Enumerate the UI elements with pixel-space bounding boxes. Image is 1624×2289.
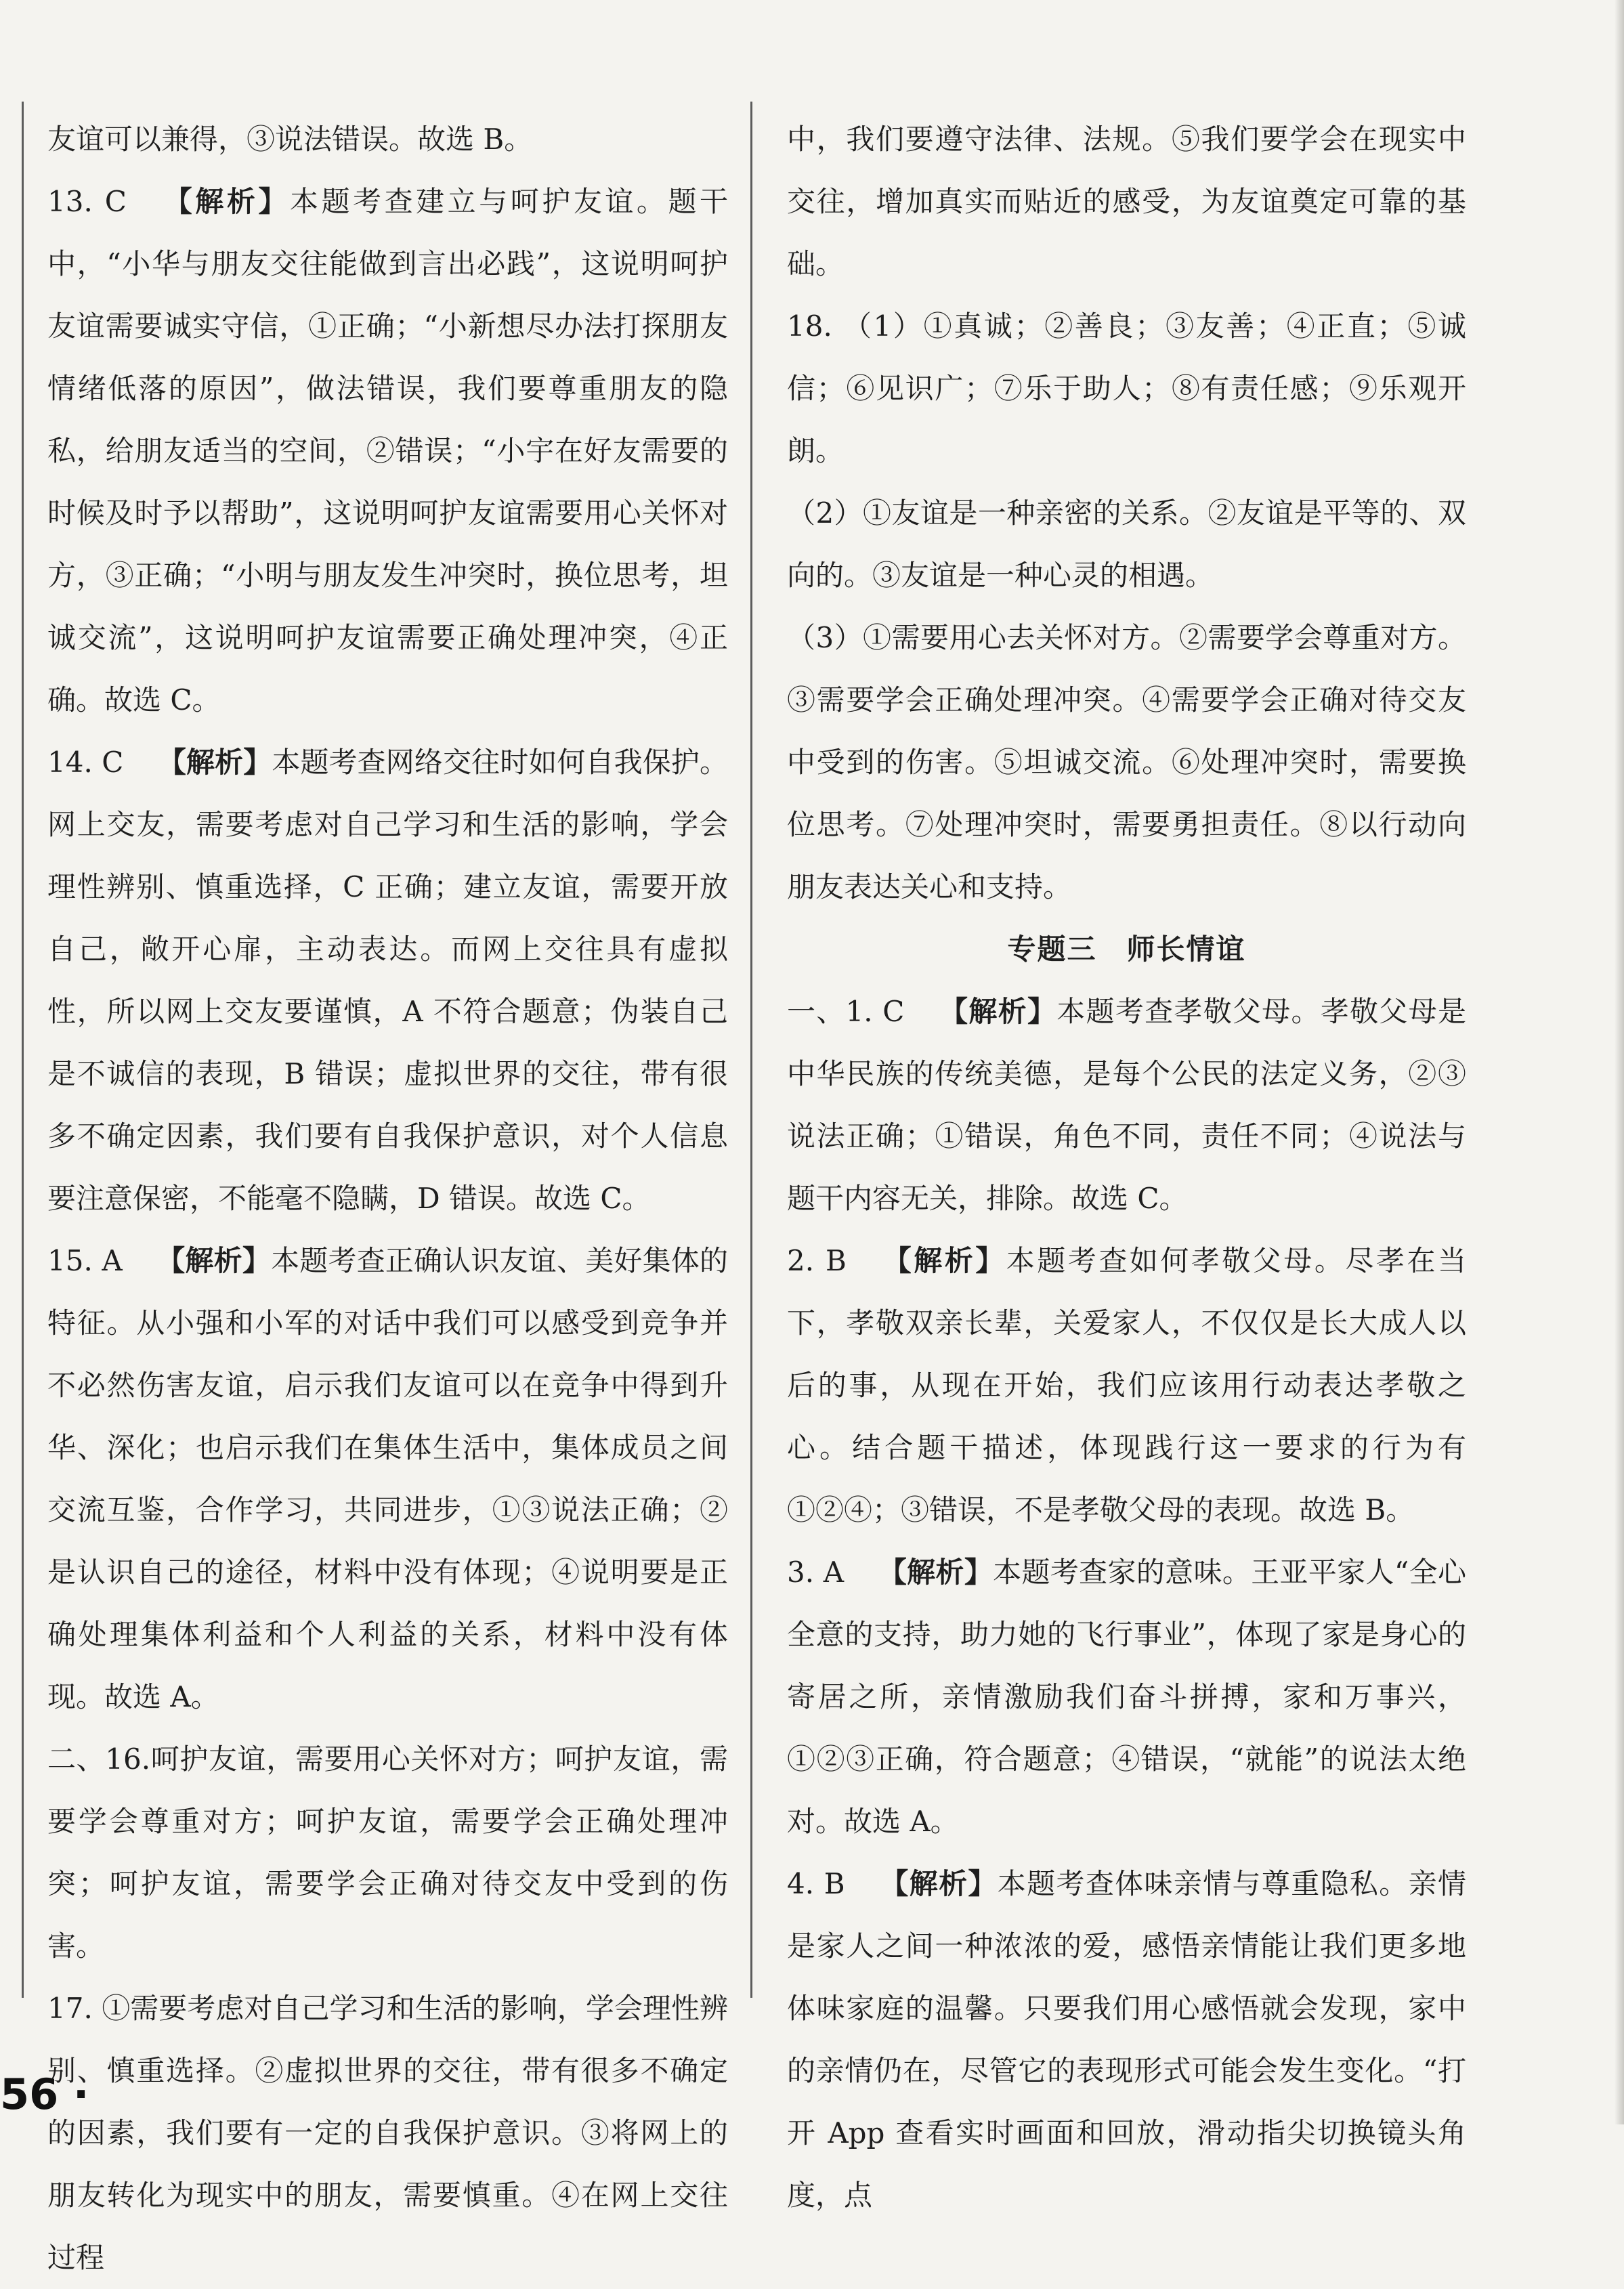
analysis-tag: 【解析】 (880, 1244, 1006, 1277)
answer-number: 2. (787, 1244, 815, 1277)
answer-text: 本题考查网络交往时如何自我保护。网上交友，需要考虑对自己学习和生活的影响，学会理性辨别、慎重选择，C 正确；建立友谊，需要开放自己，敞开心扉，主动表达。而网上交往具有虚拟性，所以网上交友要谨慎，A 不符合题意；伪装自己是不诚信的表现，B 错误；虚拟世界的交往，带有很多不确定因素，我们要有自我保护意识，对个人信息要注意保密，不能毫不隐瞒，D 错误。故选 C。 (47, 746, 728, 1215)
answer-text: 本题考查建立与呵护友谊。题干中，“小华与朋友交往能做到言出必践”，这说明呵护友谊需要诚实守信，①正确；“小新想尽办法打探朋友情绪低落的原因”，做法错误，我们要尊重朋友的隐私，给朋友适当的空间，②错误；“小宇在好友需要的时候及时予以帮助”，这说明呵护友谊需要用心关怀对方，③正确；“小明与朋友发生冲突时，换位思考，坦诚交流”，这说明呵护友谊需要正确处理冲突，④正确。故选 C。 (47, 185, 728, 716)
answer-text: 本题考查如何孝敬父母。尽孝在当下，孝敬双亲长辈，关爱家人，不仅仅是长大成人以后的事，从现在开始，我们应该用行动表达孝敬之心。结合题干描述，体现践行这一要求的行为有①②④；③错误，不是孝敬父母的表现。故选 B。 (787, 1244, 1466, 1526)
answer-number: 4. (787, 1867, 815, 1900)
answer-choice: C (882, 995, 905, 1028)
left-column (47, 108, 728, 2289)
answer-choice: B (825, 1244, 847, 1277)
answer-text: 呵护友谊，需要用心关怀对方；呵护友谊，需要学会尊重对方；呵护友谊，需要学会正确处理冲突；呵护友谊，需要学会正确对待交友中受到的伤害。 (47, 1742, 728, 1963)
answer-block (47, 1977, 728, 2289)
answer-block (47, 1728, 728, 1977)
answer-number: 17. (47, 1992, 93, 2025)
answer-number: 18. (787, 309, 832, 343)
answer-text: （3）①需要用心去关怀对方。②需要学会尊重对方。③需要学会正确处理冲突。④需要学会正确对待交友中受到的伤害。⑤坦诚交流。⑥处理冲突时，需要换位思考。⑦处理冲突时，需要勇担责任。⑧以行动向朋友表达关心和支持。 (787, 621, 1466, 903)
answer-choice: A (102, 1244, 123, 1277)
answer-text: 本题考查孝敬父母。孝敬父母是中华民族的传统美德，是每个公民的法定义务，②③说法正确；①错误，角色不同，责任不同；④说法与题干内容无关，排除。故选 C。 (787, 995, 1466, 1215)
answer-block (47, 171, 728, 731)
answer-text: 本题考查体味亲情与尊重隐私。亲情是家人之间一种浓浓的爱，感悟亲情能让我们更多地体味家庭的温馨。只要我们用心感悟就会发现，家中的亲情仍在，尽管它的表现形式可能会发生变化。“打开 App 查看实时画面和回放，滑动指尖切换镜头角度，点 (787, 1867, 1466, 2212)
answer-choice: C (102, 746, 124, 779)
answer-text: （1）①真诚；②善良；③友善；④正直；⑤诚信；⑥见识广；⑦乐于助人；⑧有责任感；⑨乐观开朗。 (787, 309, 1466, 467)
page-edge-shadow (1615, 0, 1624, 2124)
answer-block (47, 1230, 728, 1728)
section-title: 专题三 师长情谊 (1007, 933, 1246, 966)
answer-number: 13. (47, 185, 93, 218)
answer-block (787, 295, 1466, 482)
answer-text: 本题考查家的意味。王亚平家人“全心全意的支持，助力她的飞行事业”，体现了家是身心的寄居之所，亲情激励我们奋斗拼搏，家和万事兴，①②③正确，符合题意；④错误，“就能”的说法太绝对。故选 A。 (787, 1556, 1466, 1838)
answer-choice: B (824, 1867, 845, 1900)
analysis-tag: 【解析】 (938, 995, 1057, 1028)
right-column (787, 108, 1466, 2227)
answer-choice: A (823, 1556, 845, 1589)
page-number: 56 · (0, 2070, 89, 2119)
answer-block (787, 1853, 1466, 2227)
answer-text: （2）①友谊是一种亲密的关系。②友谊是平等的、双向的。③友谊是一种心灵的相遇。 (787, 496, 1466, 592)
answer-number: 3. (787, 1556, 815, 1589)
answer-text: ①需要考虑对自己学习和生活的影响，学会理性辨别、慎重选择。②虚拟世界的交往，带有很多不确定的因素，我们要有一定的自我保护意识。③将网上的朋友转化为现实中的朋友，需要慎重。④在网上交往过程 (47, 1992, 728, 2274)
answer-choice: C (104, 185, 127, 218)
left-margin-rule (22, 102, 24, 1998)
analysis-tag: 【解析】 (161, 185, 290, 218)
answer-block (787, 1541, 1466, 1853)
answer-block (787, 1230, 1466, 1541)
answer-block (47, 731, 728, 1230)
analysis-tag: 【解析】 (878, 1556, 993, 1589)
analysis-tag: 【解析】 (156, 1244, 272, 1277)
answer-block (787, 482, 1466, 607)
answer-text: 中，我们要遵守法律、法规。⑤我们要学会在现实中交往，增加真实而贴近的感受，为友谊奠定可靠的基础。 (787, 123, 1466, 280)
answer-block (787, 981, 1466, 1230)
answer-number: 14. (47, 746, 93, 779)
answer-block (787, 607, 1466, 918)
answer-number: 15. (47, 1244, 93, 1277)
column-divider (750, 102, 752, 1998)
answer-text: 友谊可以兼得，③说法错误。故选 B。 (47, 123, 533, 156)
analysis-tag: 【解析】 (879, 1867, 998, 1900)
analysis-tag: 【解析】 (157, 746, 272, 779)
answer-text: 本题考查正确认识友谊、美好集体的特征。从小强和小军的对话中我们可以感受到竞争并不必然伤害友谊，启示我们友谊可以在竞争中得到升华、深化；也启示我们在集体生活中，集体成员之间交流互鉴，合作学习，共同进步，①③说法正确；②是认识自己的途径，材料中没有体现；④说明要是正确处理集体利益和个人利益的关系，材料中没有体现。故选 A。 (47, 1244, 728, 1713)
answer-number: 一、1. (787, 995, 873, 1028)
answer-block (47, 108, 728, 171)
answer-block (787, 108, 1466, 295)
answer-number: 二、16. (47, 1742, 151, 1776)
